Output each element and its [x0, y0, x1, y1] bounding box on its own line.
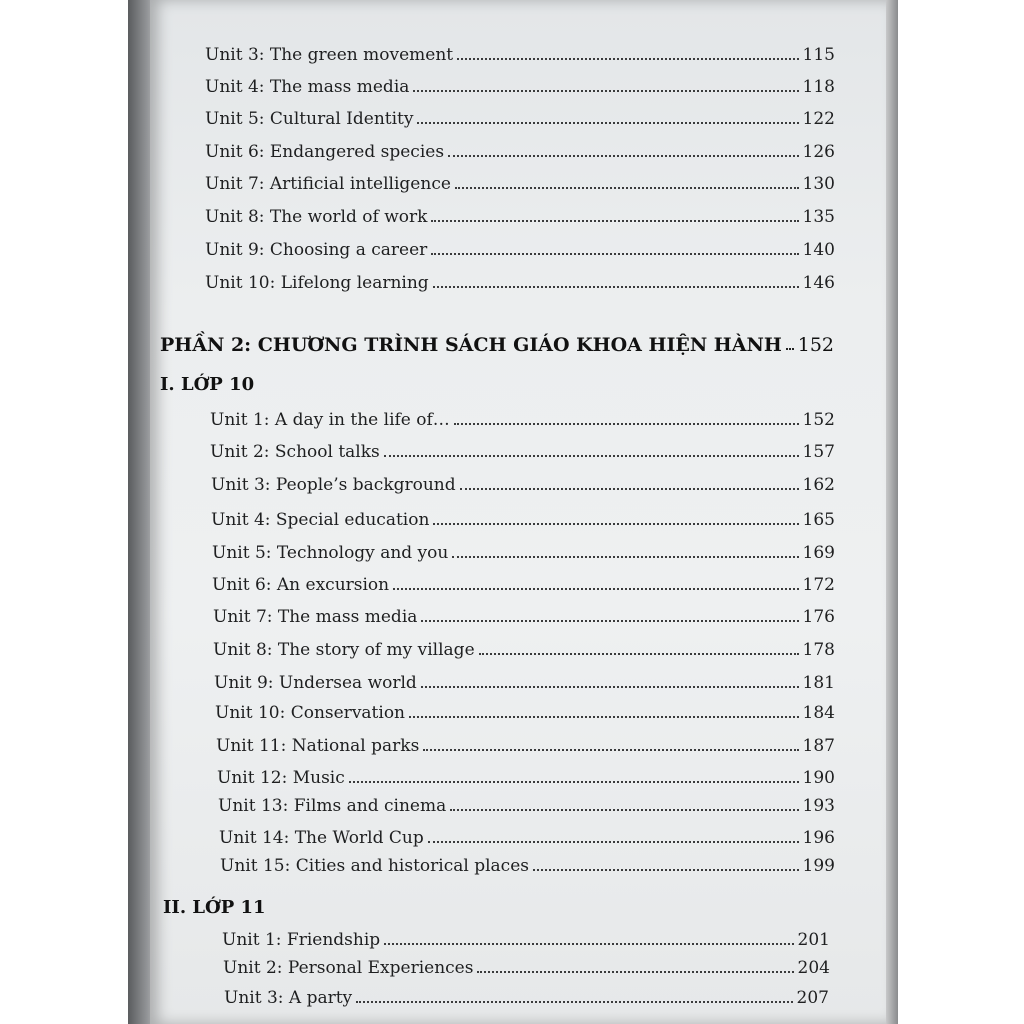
dot-leader [384, 943, 793, 945]
toc-entry [219, 822, 835, 848]
toc-entry [214, 667, 835, 693]
toc-entry [220, 850, 835, 876]
toc-entry-title: Unit 2: Personal Experiences [223, 958, 474, 978]
dot-leader [457, 58, 798, 60]
toc-entry-title: Unit 1: A day in the life of… [210, 410, 450, 430]
toc-entry-page: 176 [802, 607, 835, 627]
toc-entry [218, 790, 835, 816]
toc-entry [205, 234, 835, 260]
toc-entry [210, 404, 835, 430]
dot-leader [450, 809, 798, 811]
toc-entry-title: Unit 4: Special education [211, 510, 430, 530]
dot-leader [460, 488, 799, 490]
toc-entry-title: Unit 2: School talks [210, 442, 380, 462]
toc-entry-page: 184 [802, 703, 835, 723]
toc-entry-page: 118 [802, 77, 835, 97]
dot-leader [356, 1001, 792, 1003]
toc-entry-page: 204 [797, 958, 830, 978]
dot-leader [455, 187, 799, 189]
grade-heading: I. LỚP 10 [160, 374, 255, 395]
toc-entry-page: 162 [802, 475, 835, 495]
dot-leader [413, 90, 798, 92]
toc-entry-title: Unit 1: Friendship [222, 930, 381, 950]
toc-entry-title: Unit 14: The World Cup [219, 828, 424, 848]
grade-heading: II. LỚP 11 [163, 897, 266, 918]
toc-entry-page: 135 [802, 207, 835, 227]
toc-entry [205, 201, 835, 227]
toc-entry-page: 172 [802, 575, 835, 595]
dot-leader [421, 620, 798, 622]
toc-entry-title: Unit 3: People’s background [211, 475, 456, 495]
toc-entry-page: 199 [802, 856, 835, 876]
dot-leader [452, 556, 798, 558]
toc-entry-page: 187 [802, 736, 835, 756]
toc-entry [205, 71, 835, 97]
part-heading-page: 152 [797, 334, 834, 356]
toc-entry [224, 982, 829, 1008]
dot-leader [454, 423, 799, 425]
toc-entry-page: 169 [802, 543, 835, 563]
toc-entry-page: 126 [802, 142, 835, 162]
toc-entry-title: Unit 5: Cultural Identity [205, 109, 414, 129]
dot-leader [409, 716, 799, 718]
toc-entry-page: 207 [796, 988, 829, 1008]
toc-entry [211, 504, 835, 530]
toc-entry [213, 601, 835, 627]
toc-entry-title: Unit 6: Endangered species [205, 142, 445, 162]
toc-entry [210, 436, 835, 462]
toc-entry [213, 634, 835, 660]
toc-entry-title: Unit 7: Artificial intelligence [205, 174, 451, 194]
page-edge [886, 0, 898, 1024]
toc-entry-page: 201 [797, 930, 830, 950]
part-heading-title: PHẦN 2: CHƯƠNG TRÌNH SÁCH GIÁO KHOA HIỆN HÀNH [160, 334, 782, 356]
dot-leader [417, 122, 798, 124]
toc-entry-page: 140 [802, 240, 835, 260]
toc-entry-title: Unit 10: Conservation [215, 703, 406, 723]
toc-entry-page: 196 [802, 828, 835, 848]
toc-entry-page: 181 [802, 673, 835, 693]
toc-entry-title: Unit 8: The story of my village [213, 640, 475, 660]
dot-leader [428, 841, 799, 843]
dot-leader [431, 253, 798, 255]
toc-entry-title: Unit 7: The mass media [213, 607, 418, 627]
dot-leader [393, 588, 798, 590]
toc-entry-title: Unit 6: An excursion [212, 575, 390, 595]
part-heading [160, 326, 834, 356]
dot-leader [533, 869, 799, 871]
toc-entry-title: Unit 3: A party [224, 988, 353, 1008]
toc-entry [205, 136, 835, 162]
dot-leader [477, 971, 793, 973]
dot-leader [448, 155, 799, 157]
toc-entry-page: 157 [802, 442, 835, 462]
toc-entry-title: Unit 8: The world of work [205, 207, 428, 227]
toc-entry-page: 115 [802, 45, 835, 65]
toc-entry [205, 103, 835, 129]
toc-entry-page: 146 [802, 273, 835, 293]
toc-entry-title: Unit 5: Technology and you [212, 543, 449, 563]
toc-entry-title: Unit 3: The green movement [205, 45, 454, 65]
toc-entry [205, 39, 835, 65]
dot-leader [786, 348, 794, 350]
toc-entry [215, 697, 835, 723]
toc-entry [211, 469, 835, 495]
dot-leader [431, 220, 798, 222]
dot-leader [349, 781, 799, 783]
dot-leader [423, 749, 798, 751]
toc-entry-page: 130 [802, 174, 835, 194]
dot-leader [421, 686, 799, 688]
dot-leader [384, 455, 799, 457]
toc-entry [212, 537, 835, 563]
toc-entry-title: Unit 11: National parks [216, 736, 420, 756]
toc-entry-title: Unit 9: Undersea world [214, 673, 417, 693]
toc-entry-page: 122 [802, 109, 835, 129]
dot-leader [479, 653, 799, 655]
toc-entry-title: Unit 13: Films and cinema [218, 796, 447, 816]
toc-entry [212, 569, 835, 595]
toc-entry-title: Unit 15: Cities and historical places [220, 856, 529, 876]
toc-entry [205, 168, 835, 194]
dot-leader [433, 523, 798, 525]
toc-entry-title: Unit 9: Choosing a career [205, 240, 428, 260]
toc-entry [223, 952, 830, 978]
toc-entry-page: 190 [802, 768, 835, 788]
toc-entry-title: Unit 10: Lifelong learning [205, 273, 429, 293]
toc-entry-title: Unit 12: Music [217, 768, 345, 788]
toc-entry [205, 267, 835, 293]
toc-entry-page: 178 [802, 640, 835, 660]
toc-entry-title: Unit 4: The mass media [205, 77, 410, 97]
toc-entry [216, 730, 835, 756]
toc-entry-page: 152 [802, 410, 835, 430]
toc-entry-page: 165 [802, 510, 835, 530]
toc-entry-page: 193 [802, 796, 835, 816]
toc-entry [217, 762, 835, 788]
toc-entry [222, 924, 830, 950]
dot-leader [433, 286, 799, 288]
